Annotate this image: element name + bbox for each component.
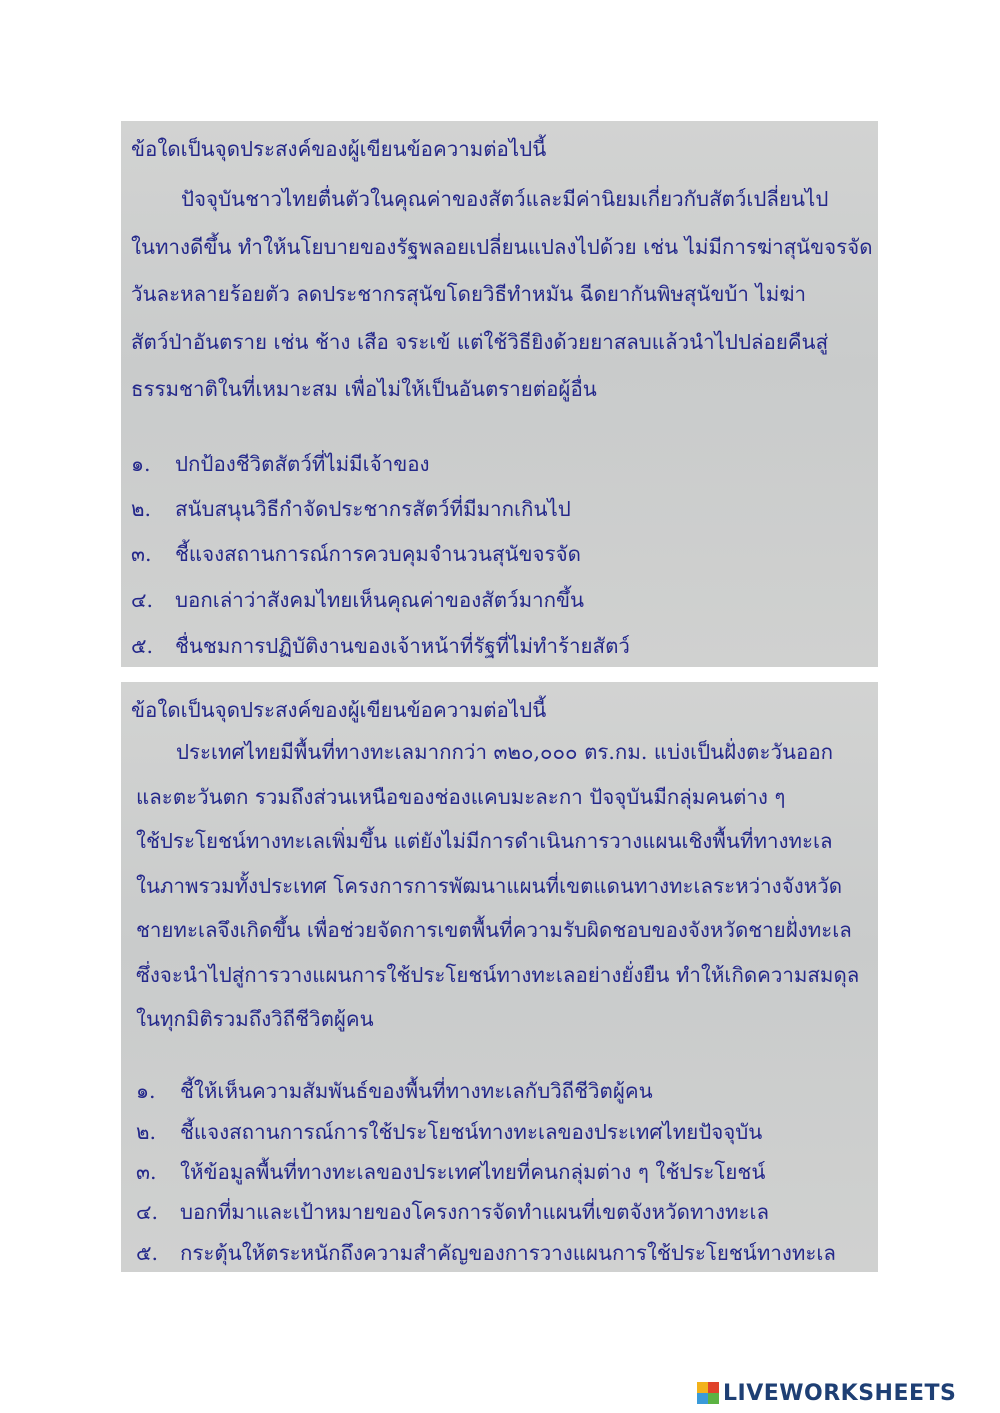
- passage-line: ปัจจุบันชาวไทยตื่นตัวในคุณค่าของสัตว์และมีค่านิยมเกี่ยวกับสัตว์เปลี่ยนไป: [181, 187, 829, 211]
- answer-option-1[interactable]: [136, 1075, 653, 1108]
- answer-option-3[interactable]: [131, 538, 581, 571]
- answer-option-4[interactable]: [136, 1196, 769, 1229]
- passage-line: ชายทะเลจึงเกิดขึ้น เพื่อช่วยจัดการเขตพื้นที่ความรับผิดชอบของจังหวัดชายฝั่งทะเล: [136, 918, 852, 942]
- option-text: บอกที่มาและเป้าหมายของโครงการจัดทำแผนที่เขตจังหวัดทางทะเล: [180, 1200, 770, 1224]
- logo-square-icon: [697, 1382, 708, 1393]
- option-number: ๕.: [131, 634, 154, 658]
- answer-option-2[interactable]: [131, 493, 571, 526]
- logo-square-icon: [697, 1393, 708, 1404]
- liveworksheets-icon: [697, 1382, 719, 1404]
- brand-name: LIVEWORKSHEETS: [723, 1380, 957, 1406]
- option-text: ชื่นชมการปฏิบัติงานของเจ้าหน้าที่รัฐที่ไม่ทำร้ายสัตว์: [175, 634, 630, 658]
- option-text: กระตุ้นให้ตระหนักถึงความสำคัญของการวางแผนการใช้ประโยชน์ทางทะเล: [180, 1241, 836, 1265]
- question-prompt: ข้อใดเป็นจุดประสงค์ของผู้เขียนข้อความต่อไปนี้: [131, 137, 547, 161]
- option-number: ๕.: [136, 1241, 159, 1265]
- answer-option-2[interactable]: [136, 1116, 762, 1149]
- option-text: ให้ข้อมูลพื้นที่ทางทะเลของประเทศไทยที่คนกลุ่มต่าง ๆ ใช้ประโยชน์: [180, 1160, 766, 1184]
- option-number: ๑.: [136, 1079, 156, 1103]
- logo-square-icon: [708, 1382, 719, 1393]
- passage-line: ใช้ประโยชน์ทางทะเลเพิ่มขึ้น แต่ยังไม่มีการดำเนินการวางแผนเชิงพื้นที่ทางทะเล: [136, 829, 833, 853]
- option-text: บอกเล่าว่าสังคมไทยเห็นคุณค่าของสัตว์มากขึ้น: [175, 588, 585, 612]
- question-prompt: ข้อใดเป็นจุดประสงค์ของผู้เขียนข้อความต่อไปนี้: [131, 698, 547, 722]
- liveworksheets-logo[interactable]: [697, 1377, 956, 1409]
- option-number: ๓.: [136, 1160, 157, 1184]
- passage-line: วันละหลายร้อยตัว ลดประชากรสุนัขโดยวิธีทำหมัน ฉีดยากันพิษสุนัขบ้า ไม่ฆ่า: [131, 282, 806, 306]
- passage-line: ประเทศไทยมีพื้นที่ทางทะเลมากกว่า ๓๒๐,๐๐๐ ตร.กม. แบ่งเป็นฝั่งตะวันออก: [176, 740, 834, 764]
- passage-line: ซึ่งจะนำไปสู่การวางแผนการใช้ประโยชน์ทางทะเลอย่างยั่งยืน ทำให้เกิดความสมดุล: [136, 963, 860, 987]
- passage-line: ธรรมชาติในที่เหมาะสม เพื่อไม่ให้เป็นอันตรายต่อผู้อื่น: [131, 377, 597, 401]
- option-number: ๔.: [136, 1200, 159, 1224]
- answer-option-5[interactable]: [131, 630, 630, 663]
- answer-option-3[interactable]: [136, 1156, 765, 1189]
- passage-line: และตะวันตก รวมถึงส่วนเหนือของช่องแคบมะละกา ปัจจุบันมีกลุ่มคนต่าง ๆ: [136, 785, 786, 809]
- option-text: ชี้ให้เห็นความสัมพันธ์ของพื้นที่ทางทะเลกับวิถีชีวิตผู้คน: [180, 1079, 653, 1103]
- answer-option-1[interactable]: [131, 448, 430, 481]
- passage-line: ในทุกมิติรวมถึงวิถีชีวิตผู้คน: [136, 1007, 374, 1031]
- option-number: ๒.: [131, 497, 152, 521]
- option-number: ๔.: [131, 588, 154, 612]
- option-text: ปกป้องชีวิตสัตว์ที่ไม่มีเจ้าของ: [175, 452, 430, 476]
- question-block-2: [121, 682, 878, 1272]
- passage-line: ในภาพรวมทั้งประเทศ โครงการการพัฒนาแผนที่เขตแดนทางทะเลระหว่างจังหวัด: [136, 874, 843, 898]
- option-number: ๑.: [131, 452, 151, 476]
- option-text: ชี้แจงสถานการณ์การใช้ประโยชน์ทางทะเลของประเทศไทยปัจจุบัน: [180, 1120, 763, 1144]
- passage-line: สัตว์ป่าอันตราย เช่น ช้าง เสือ จระเข้ แต่ใช้วิธียิงด้วยยาสลบแล้วนำไปปล่อยคืนสู่: [131, 330, 829, 354]
- answer-option-4[interactable]: [131, 584, 584, 617]
- question-block-1: [121, 121, 878, 667]
- option-number: ๒.: [136, 1120, 157, 1144]
- answer-option-5[interactable]: [136, 1237, 836, 1270]
- option-text: สนับสนุนวิธีกำจัดประชากรสัตว์ที่มีมากเกินไป: [175, 497, 571, 521]
- option-number: ๓.: [131, 542, 152, 566]
- logo-square-icon: [708, 1393, 719, 1404]
- passage-line: ในทางดีขึ้น ทำให้นโยบายของรัฐพลอยเปลี่ยนแปลงไปด้วย เช่น ไม่มีการฆ่าสุนัขจรจัด: [131, 235, 873, 259]
- option-text: ชี้แจงสถานการณ์การควบคุมจำนวนสุนัขจรจัด: [175, 542, 581, 566]
